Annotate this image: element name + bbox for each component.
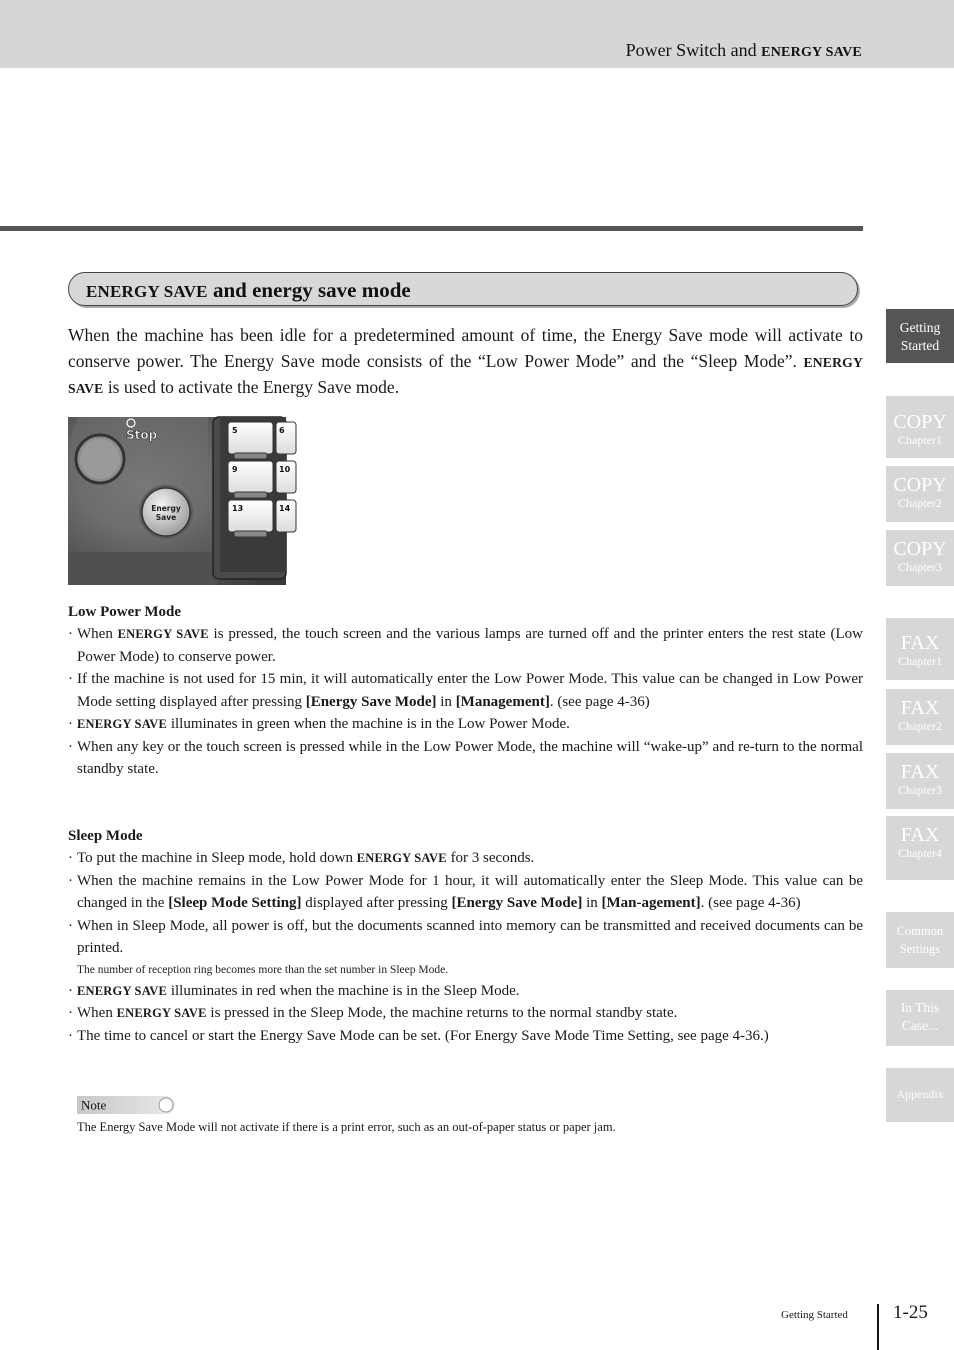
lp-b1-pre: When: [77, 626, 118, 642]
sl-b3: When in Sleep Mode, all power is off, but the documents scanned into memory can be transmitted and received documents can be printed.: [77, 917, 863, 956]
header-rule: [0, 226, 863, 231]
note-tag: [77, 1096, 175, 1114]
sleep-bullet-6: · The time to cancel or start the Energy Save Mode can be set. (For Energy Save Mode Time Setting, see page 4-36.): [68, 1027, 769, 1044]
sl-b1-post: for 3 seconds.: [446, 850, 535, 866]
tab-label-line2: Chapter2: [898, 719, 942, 733]
tab-label-line1: COPY: [893, 411, 947, 433]
tab-label-line2: Started: [900, 338, 940, 353]
tab-copy-chapter1[interactable]: [886, 396, 954, 458]
sl-b2-post: . (see page 4-36): [700, 895, 801, 911]
low-power-section: [68, 601, 863, 781]
tab-label-line2: Settings: [899, 942, 941, 956]
tab-label-line1: In This: [900, 1000, 940, 1015]
section-title-key: ENERGY SAVE: [86, 282, 208, 301]
sleep-bullet-4: · ENERGY SAVE illuminates in red when the machine is in the Sleep Mode.: [68, 982, 520, 999]
tab-label-line1: COPY: [893, 474, 947, 496]
energy-save-label-2: Save: [155, 513, 177, 522]
tab-appendix[interactable]: [886, 1068, 954, 1122]
tab-label-line1: Common: [896, 924, 944, 938]
tab-fax-chapter3[interactable]: [886, 753, 954, 809]
sl-b1-pre: To put the machine in Sleep mode, hold down: [77, 850, 357, 866]
sleep-bullet-5: · When ENERGY SAVE is pressed in the Sleep Mode, the machine returns to the normal standby state.: [68, 1005, 678, 1021]
section-title: [86, 278, 411, 303]
intro-text-2: is used to activate the Energy Save mode.: [103, 377, 400, 397]
tab-label-line2: Chapter1: [898, 433, 942, 447]
key-label-13: 13: [232, 504, 244, 513]
keypad: [228, 422, 296, 537]
sl-b1-key: ENERGY SAVE: [356, 851, 447, 865]
key-label-5: 5: [232, 426, 238, 435]
tab-fax-chapter4[interactable]: [886, 816, 954, 880]
lp-b2-bold1: [Energy Save Mode]: [305, 693, 437, 710]
page-number: 1-25: [893, 1302, 928, 1323]
control-panel-illustration: [68, 417, 291, 585]
tab-in-this-case[interactable]: [886, 990, 954, 1046]
header-title-key: ENERGY SAVE: [761, 44, 862, 60]
sl-b5-post: is pressed in the Sleep Mode, the machine returns to the normal standby state.: [206, 1005, 678, 1021]
sl-b2-bold3: [Man-agement]: [601, 895, 701, 911]
sl-b5-key: ENERGY SAVE: [116, 1006, 207, 1020]
note-label: Note: [81, 1097, 107, 1113]
tab-label-line1: FAX: [900, 761, 940, 783]
tab-label-line2: Chapter3: [898, 560, 942, 574]
tab-label-line1: Getting: [899, 320, 941, 335]
lp-b2-bold2: [Management]: [455, 693, 550, 710]
lp-b1-post: is pressed, the touch screen and the various lamps are turned off and the printer enters the rest state (Low Power Mode) to conserve power.: [77, 626, 863, 665]
tab-label-line1: Appendix: [896, 1087, 944, 1101]
sleep-bullet-2: · When the machine remains in the Low Power Mode for 1 hour, it will automatically enter the Sleep Mode. This value can be changed in the [Sleep Mode Setting] displayed after pressing [Energy Save Mode] in [Man-agement]. (see page 4-36): [68, 872, 863, 911]
tab-label-line1: FAX: [900, 824, 940, 846]
intro-paragraph: [68, 323, 863, 402]
lp-b3-key: ENERGY SAVE: [77, 717, 168, 731]
sl-b2-mid1: displayed after pressing: [301, 895, 452, 911]
key-label-10: 10: [279, 465, 291, 474]
tab-label-line2: Case...: [901, 1018, 939, 1033]
low-power-heading: Low Power Mode: [68, 604, 182, 620]
sl-b2-bold1: [Sleep Mode Setting]: [168, 895, 302, 911]
note-text: The Energy Save Mode will not activate if there is a print error, such as an out-of-paper status or paper jam.: [77, 1120, 616, 1134]
tab-copy-chapter2[interactable]: [886, 466, 954, 522]
sl-b2-mid2: in: [582, 895, 602, 911]
footer-section-label: Getting Started: [781, 1309, 848, 1321]
sleep-section: [68, 825, 863, 1047]
lp-b4: When any key or the touch screen is pressed while in the Low Power Mode, the machine will “wake-up” and re-turn to the normal standby state.: [77, 738, 863, 777]
key-label-6: 6: [279, 426, 285, 435]
tab-label-line2: Chapter4: [898, 846, 942, 860]
tab-label-line1: COPY: [893, 538, 947, 560]
footer-divider: [877, 1304, 879, 1350]
tab-label-line1: FAX: [900, 632, 940, 654]
intro-key: ENERGY SAVE: [68, 354, 863, 396]
tab-common-settings[interactable]: [886, 912, 954, 968]
tab-label-line2: Chapter3: [898, 783, 942, 797]
section-title-rest: and energy save mode: [207, 278, 411, 302]
low-power-bullet-2: · If the machine is not used for 15 min, it will automatically enter the Low Power Mode. This value can be changed in Low Power Mode setting displayed after pressing [Energy Save Mode] in [Management]. (see page 4-36): [68, 671, 863, 710]
sl-b2-bold2: [Energy Save Mode]: [451, 895, 583, 911]
low-power-bullet-1: · When ENERGY SAVE is pressed, the touch screen and the various lamps are turned off and the printer enters the rest state (Low Power Mode) to conserve power.: [68, 626, 863, 665]
tab-label-line2: Chapter2: [898, 496, 942, 510]
tab-getting-started[interactable]: [886, 309, 954, 363]
stop-label: Stop: [126, 428, 158, 442]
lp-b1-key: ENERGY SAVE: [117, 627, 209, 641]
sl-b2-pre: When the machine remains in the Low Power Mode for 1 hour, it will automatically enter the Sleep Mode. This value can be changed in the: [77, 872, 863, 911]
lp-b2-mid: in: [436, 693, 456, 710]
low-power-bullet-3: · ENERGY SAVE illuminates in green when the machine is in the Low Power Mode.: [68, 716, 570, 732]
tab-fax-chapter2[interactable]: [886, 689, 954, 745]
tab-label-line2: Chapter1: [898, 654, 942, 668]
tab-copy-chapter3[interactable]: [886, 530, 954, 586]
lp-b3-post: illuminates in green when the machine is in the Low Power Mode.: [167, 716, 570, 732]
page-header-title: [626, 40, 862, 61]
sl-b4-key: ENERGY SAVE: [77, 983, 168, 998]
lp-b2-pre: If the machine is not used for 15 min, it will automatically enter the Low Power Mode. This value can be changed in Low Power Mode setting displayed after pressing: [77, 671, 863, 710]
header-title-text: Power Switch and: [625, 40, 762, 60]
sl-b5-pre: When: [77, 1005, 117, 1021]
intro-text-1: When the machine has been idle for a predetermined amount of time, the Energy Save mode will activate to conserve power. The Energy Save mode consists of the “Low Power Mode” and the “Sleep Mode”.: [68, 325, 863, 371]
tab-label-line1: FAX: [900, 697, 940, 719]
energy-save-label-1: Energy: [151, 504, 181, 513]
sl-b4-post: illuminates in red when the machine is in the Sleep Mode.: [167, 982, 520, 999]
sleep-bullet-3: · When in Sleep Mode, all power is off, but the documents scanned into memory can be transmitted and received documents can be printed.: [68, 917, 863, 956]
sleep-small-note: The number of reception ring becomes more than the set number in Sleep Mode.: [77, 963, 449, 976]
section-title-pill: [68, 272, 858, 306]
sl-b6: The time to cancel or start the Energy Save Mode can be set. (For Energy Save Mode Time Setting, see page 4-36.): [77, 1027, 769, 1044]
tab-fax-chapter1[interactable]: [886, 618, 954, 680]
sleep-heading: Sleep Mode: [68, 828, 143, 844]
key-label-14: 14: [279, 504, 291, 513]
low-power-bullet-4: · When any key or the touch screen is pressed while in the Low Power Mode, the machine will “wake-up” and re-turn to the normal standby state.: [68, 738, 863, 777]
lp-b2-post: . (see page 4-36): [549, 693, 650, 710]
sleep-bullet-1: · To put the machine in Sleep mode, hold down ENERGY SAVE for 3 seconds.: [68, 850, 535, 866]
key-label-9: 9: [232, 465, 238, 474]
